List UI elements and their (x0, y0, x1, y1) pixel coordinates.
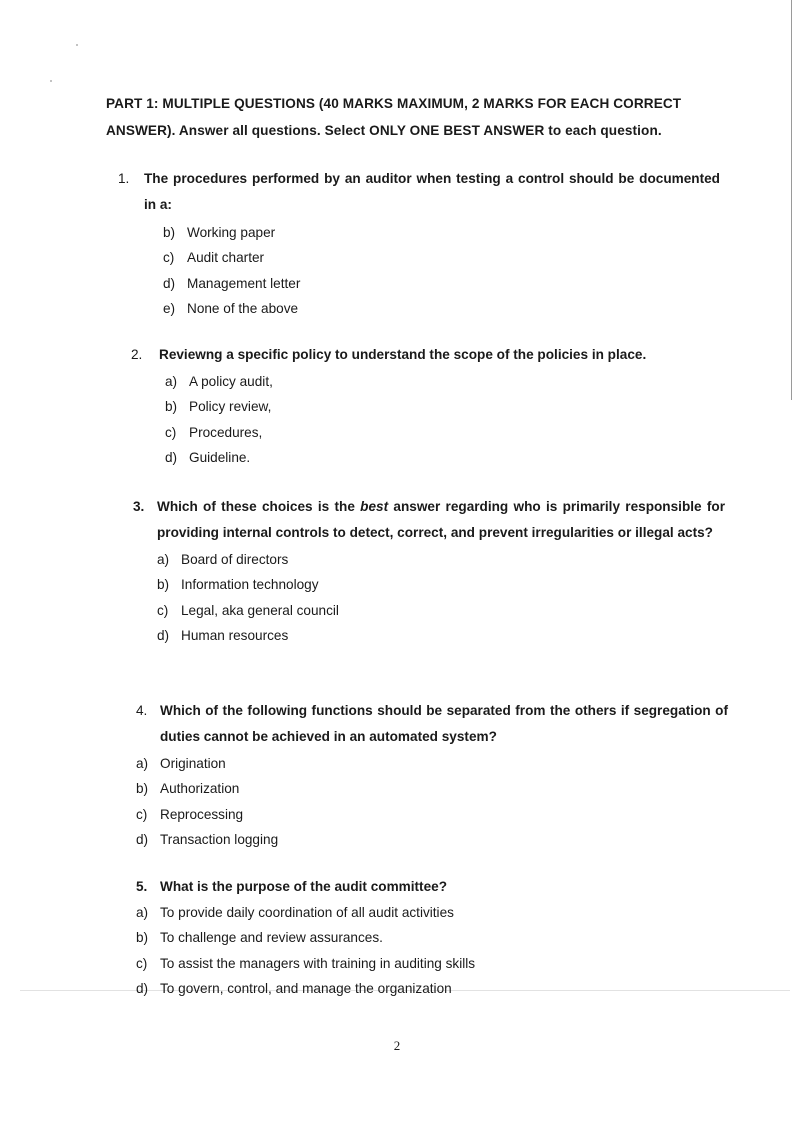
option (165, 420, 731, 445)
option (136, 951, 728, 976)
question-3 (133, 494, 725, 648)
option-text: A policy audit, (189, 374, 273, 389)
option-label: c) (136, 806, 148, 822)
option-label: a) (165, 374, 178, 389)
option-text: Authorization (160, 781, 240, 797)
question-number: 1. (118, 171, 130, 186)
option-text: To provide daily coordination of all audit activities (160, 905, 454, 920)
page-number: 2 (393, 1038, 401, 1053)
option-label: d) (163, 275, 176, 291)
option (163, 271, 720, 296)
question-text: The procedures performed by an auditor when testing a control should be documented in a: (144, 171, 720, 212)
options-list (157, 547, 725, 648)
scan-edge (791, 0, 792, 400)
option-text: Policy review, (189, 399, 272, 415)
options-list (136, 900, 728, 1001)
option-label: d) (136, 980, 149, 996)
option-label: b) (163, 225, 176, 240)
option-label: b) (136, 930, 149, 946)
question-number: 3. (133, 499, 145, 514)
option-text: Information technology (181, 577, 319, 593)
option (163, 296, 720, 321)
option-label: a) (136, 756, 149, 771)
option (163, 220, 720, 245)
question-text-part: answer regarding who is primarily responsible for providing internal controls to detect, correct, and prevent irregularities or illegal acts? (157, 499, 725, 540)
option (165, 394, 731, 419)
option-label: b) (165, 399, 178, 415)
option-text: Board of directors (181, 552, 289, 567)
option (136, 751, 728, 776)
option (157, 623, 725, 648)
option (157, 547, 725, 572)
option-text: None of the above (187, 300, 299, 316)
question-2 (131, 342, 731, 470)
question-text (157, 494, 725, 546)
option (136, 925, 728, 950)
option-label: c) (165, 424, 177, 440)
question-number: 5. (136, 879, 148, 894)
option-label: c) (163, 250, 175, 266)
option (163, 245, 720, 270)
option-text: Human resources (181, 627, 289, 643)
option-text: Transaction logging (160, 831, 279, 847)
option-text: To assist the managers with training in auditing skills (160, 955, 476, 971)
option (136, 900, 728, 925)
emphasis-text: best (360, 499, 389, 514)
option-label: e) (163, 300, 176, 316)
option-label: b) (136, 781, 149, 797)
option (165, 369, 731, 394)
question-text: What is the purpose of the audit committee? (160, 879, 447, 894)
option-label: c) (136, 955, 148, 971)
question-text: Reviewng a specific policy to understand the scope of the policies in place. (159, 347, 647, 362)
question-1 (118, 166, 720, 321)
option-label: d) (165, 449, 178, 465)
option-text: Procedures, (189, 424, 263, 440)
option (157, 598, 725, 623)
question-4 (136, 698, 728, 852)
option-label: d) (136, 831, 149, 847)
scan-speck (76, 44, 78, 46)
option (136, 976, 728, 1001)
option-text: To govern, control, and manage the organization (160, 980, 452, 996)
scan-speck (50, 80, 52, 82)
option (157, 572, 725, 597)
option (165, 445, 731, 470)
option-text: Audit charter (187, 250, 265, 266)
option-label: a) (157, 552, 170, 567)
option-text: Reprocessing (160, 806, 244, 822)
option-text: Guideline. (189, 449, 251, 465)
question-5 (136, 874, 728, 1001)
option-text: To challenge and review assurances. (160, 930, 383, 946)
option-label: c) (157, 602, 169, 618)
question-number: 4. (136, 703, 148, 718)
option-label: a) (136, 905, 149, 920)
options-list (163, 220, 720, 321)
option-label: b) (157, 577, 170, 593)
option-text: Working paper (187, 225, 276, 240)
option-text: Origination (160, 756, 226, 771)
option-text: Management letter (187, 275, 301, 291)
option-text: Legal, aka general council (181, 602, 339, 618)
question-text: Which of the following functions should be separated from the others if segregation of duties cannot be achieved in an automated system? (160, 703, 728, 744)
options-list (136, 751, 728, 852)
option (136, 827, 728, 852)
option (136, 776, 728, 801)
question-text-part: Which of these choices is the (157, 499, 361, 514)
options-list (165, 369, 731, 470)
section-header: PART 1: MULTIPLE QUESTIONS (40 MARKS MAXIMUM, 2 MARKS FOR EACH CORRECT ANSWER). Answer all questions. Select ONLY ONE BEST ANSWER to each question. (106, 96, 682, 138)
question-number: 2. (131, 347, 143, 362)
option-label: d) (157, 627, 170, 643)
option (136, 802, 728, 827)
